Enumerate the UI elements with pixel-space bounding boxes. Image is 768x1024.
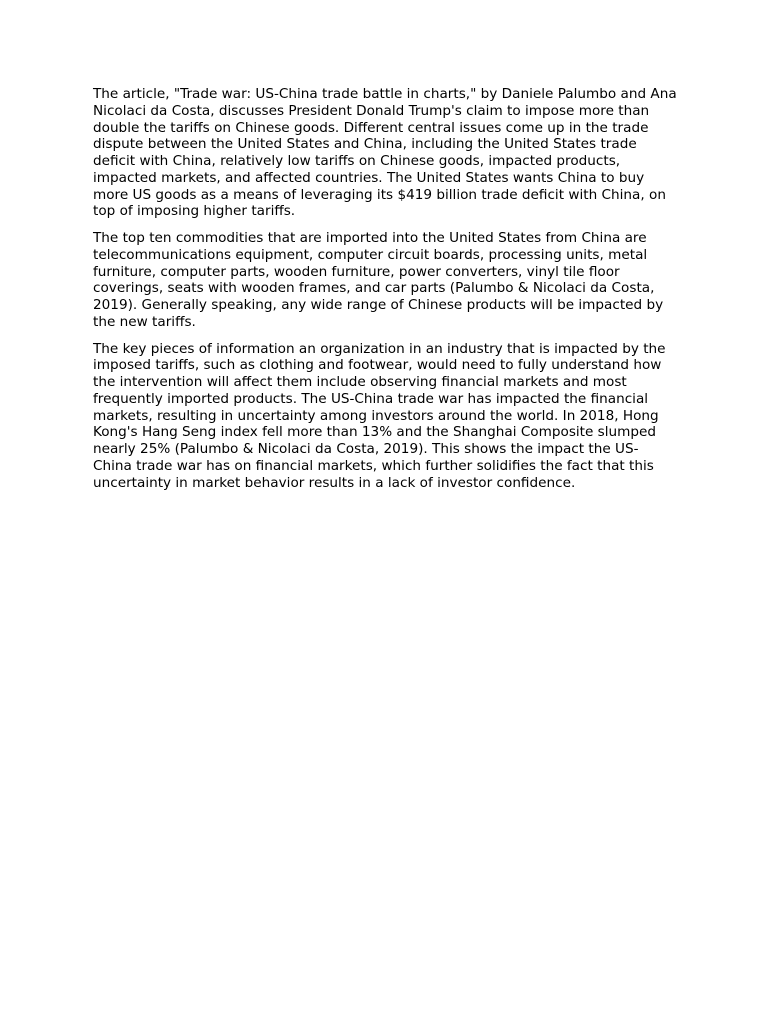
paragraph-2: The top ten commodities that are imported into the United States from China are telecommunications equipment, computer circuit boards, processing units, metal furniture, computer parts, wooden furniture, power converters, vinyl tile floor coverings, seats with wooden frames, and car parts (Palumbo & Nicolaci da Costa, 2019). Generally speaking, any wide range of Chinese products will be impacted by the new tariffs. [93,230,664,330]
document-body [93,86,677,501]
paragraph-1: The article, "Trade war: US-China trade battle in charts," by Daniele Palumbo and Ana Nicolaci da Costa, discusses President Donald Trump's claim to impose more than double the tariffs on Chinese goods. Different central issues come up in the trade dispute between the United States and China, including the United States trade deficit with China, relatively low tariffs on Chinese goods, impacted products, impacted markets, and affected countries. The United States wants China to buy more US goods as a means of leveraging its $419 billion trade deficit with China, on top of imposing higher tariffs. [93,86,677,220]
paragraph-3: The key pieces of information an organization in an industry that is impacted by the imposed tariffs, such as clothing and footwear, would need to fully understand how the intervention will affect them include observing financial markets and most frequently imported products. The US-China trade war has impacted the financial markets, resulting in uncertainty among investors around the world. In 2018, Hong Kong's Hang Seng index fell more than 13% and the Shanghai Composite slumped nearly 25% (Palumbo & Nicolaci da Costa, 2019). This shows the impact the US-China trade war has on financial markets, which further solidifies the fact that this uncertainty in market behavior results in a lack of investor confidence. [93,340,666,491]
